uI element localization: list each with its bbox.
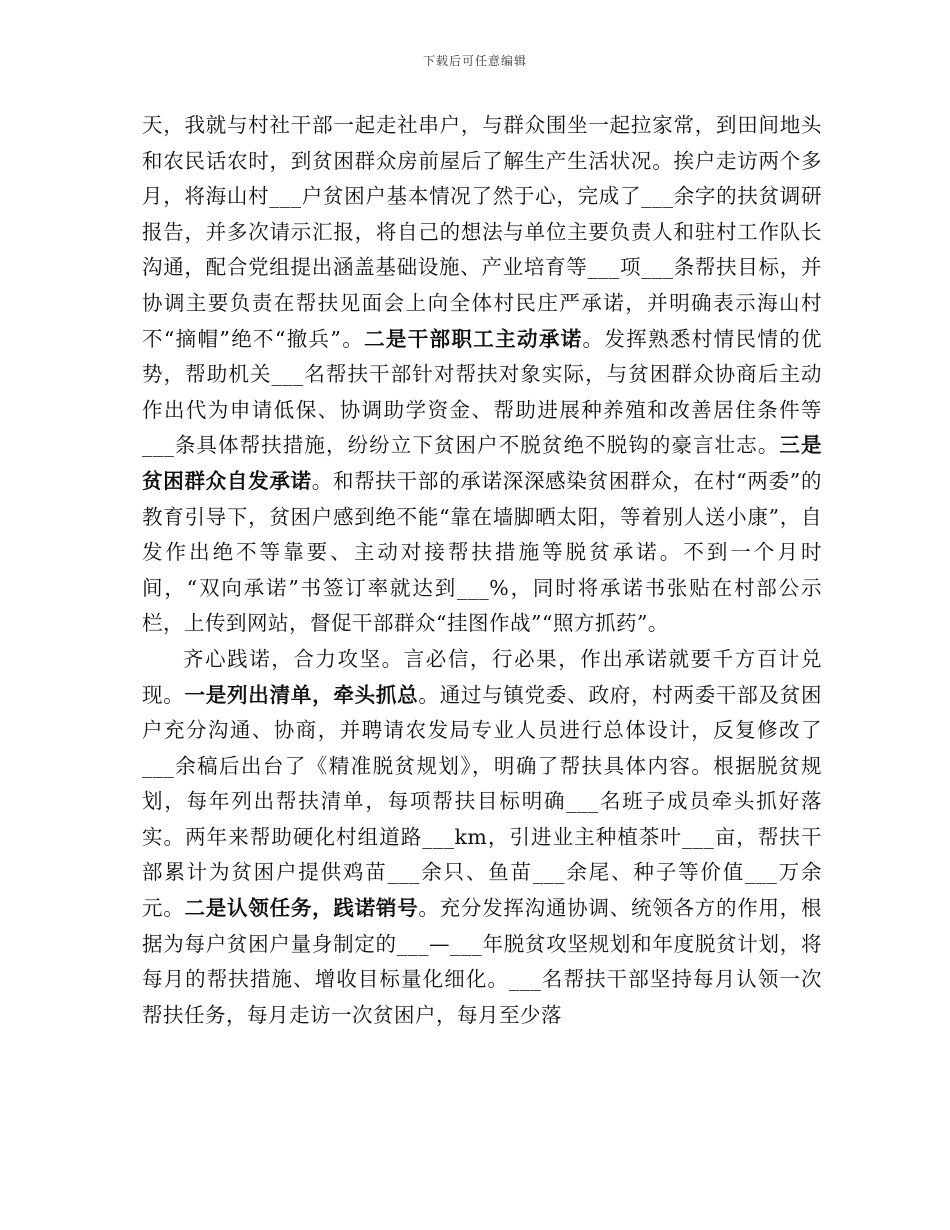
bold-heading: 二是干部职工主动承诺 [364, 326, 583, 351]
page-header: 下载后可任意编辑 [422, 54, 527, 68]
document-body [142, 108, 822, 1033]
text-run: 齐心践诺，合力攻坚。言必信，行必果，作出承诺就要千方百计兑现。 [142, 646, 822, 707]
bold-heading: 一是列出清单，牵头抓总 [184, 682, 419, 707]
paragraph-1 [142, 108, 822, 642]
text-run: 天，我就与村社干部一起走社串户，与群众围坐一起拉家常，到田间地头和农民话农时，到贫困群众房前屋后了解生产生活状况。挨户走访两个多月，将海山村___户贫困户基本情况了然于心，完成了___余字的扶贫调研报告，并多次请示汇报，将自己的想法与单位主要负责人和驻村工作队长沟通，配合党组提出涵盖基础设施、产业培育等___项___条帮扶目标，并协调主要负责在帮扶见面会上向全体村民庄严承诺，并明确表示海山村不“摘帽”绝不“撤兵”。 [142, 113, 822, 351]
text-run: 。通过与镇党委、政府，村两委干部及贫困户充分沟通、协商，并聘请农发局专业人员进行总体设计，反复修改了___余稿后出台了《精准脱贫规划》，明确了帮扶具体内容。根据脱贫规划，每年列出帮扶清单，每项帮扶目标明确___名班子成员牵头抓好落实。两年来帮助硬化村组道路___km，引进业主种植茶叶___亩，帮扶干部累计为贫困户提供鸡苗___余只、鱼苗___余尾、种子等价值___万余元。 [142, 682, 823, 921]
text-run: 。和帮扶干部的承诺深深感染贫困群众，在村“两委”的教育引导下，贫困户感到绝不能“靠在墙脚晒太阳，等着别人送小康”，自发作出绝不等靠要、主动对接帮扶措施等脱贫承诺。不到一个月时间，“双向承诺”书签订率就达到___%，同时将承诺书张贴在村部公示栏，上传到网站，督促干部群众“挂图作战”“照方抓药”。 [142, 468, 822, 636]
text-run: 。充分发挥沟通协调、统领各方的作用，根据为每户贫困户量身制定的___—___年脱贫攻坚规划和年度脱贫计划，将每月的帮扶措施、增收目标量化细化。___名帮扶干部坚持每月认领一次帮扶任务，每月走访一次贫困户，每月至少落 [142, 896, 823, 1027]
text-run: 。发挥熟悉村情民情的优势，帮助机关___名帮扶干部针对帮扶对象实际，与贫困群众协商后主动作出代为申请低保、协调助学资金、帮助进展种养殖和改善居住条件等___条具体帮扶措施，纷纷立下贫困户不脱贫绝不脱钩的豪言壮志。 [142, 326, 823, 458]
bold-heading: 三是贫困群众自发承诺 [142, 433, 823, 493]
paragraph-2 [142, 642, 822, 1034]
bold-heading: 二是认领任务，践诺销号 [184, 896, 419, 921]
